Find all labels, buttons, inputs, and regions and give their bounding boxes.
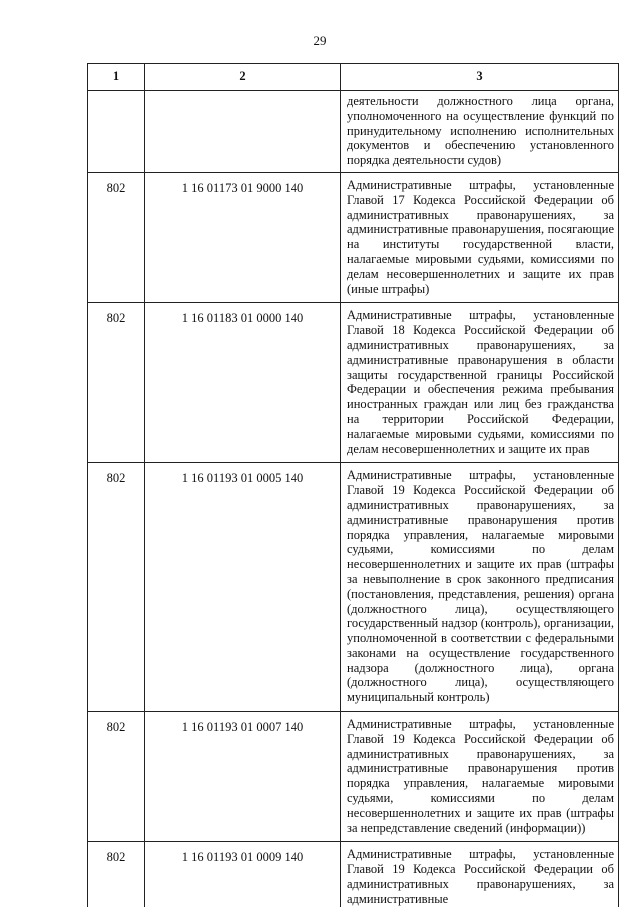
budget-codes-table xyxy=(87,63,619,907)
description-cell: Административные штрафы, установленные Главой 19 Кодекса Российской Федерации об административных правонарушениях, за административные правонарушения против порядка управления, налагаемые мировыми судьями, комиссиями по делам несовершеннолетних и защите их прав (штрафы за невыполнение в срок законного предписания (постановления, представления, решения) органа (должностного лица), осуществляющего государственный надзор (контроль), организации, уполномоченной в соответствии с федеральными законами на осуществление государственного надзора (должностного лица), органа (должностного лица), осуществляющего муниципальный контроль) xyxy=(341,463,619,712)
admin-code-cell: 802 xyxy=(88,172,145,302)
header-row xyxy=(88,64,619,91)
table-row xyxy=(88,172,619,302)
table-row xyxy=(88,303,619,463)
budget-code-cell xyxy=(145,91,341,173)
column-header-3: 3 xyxy=(341,64,619,91)
budget-code-cell: 1 16 01183 01 0000 140 xyxy=(145,303,341,463)
admin-code-cell: 802 xyxy=(88,463,145,712)
table-row xyxy=(88,712,619,842)
table-header xyxy=(88,64,619,91)
admin-code-cell: 802 xyxy=(88,842,145,907)
column-header-1: 1 xyxy=(88,64,145,91)
table-row xyxy=(88,463,619,712)
budget-code-cell: 1 16 01193 01 0005 140 xyxy=(145,463,341,712)
description-cell: Административные штрафы, установленные Главой 18 Кодекса Российской Федерации об административных правонарушениях, за административные правонарушения в области защиты государственной границы Российской Федерации и обеспечения режима пребывания иностранных граждан или лиц без гражданства на территории Российской Федерации, налагаемые мировыми судьями, комиссиями по делам несовершеннолетних и защите их прав xyxy=(341,303,619,463)
admin-code-cell: 802 xyxy=(88,303,145,463)
admin-code-cell: 802 xyxy=(88,712,145,842)
description-cell: деятельности должностного лица органа, уполномоченного на осуществление функций по принудительному исполнению исполнительных документов и обеспечению установленного порядка деятельности судов) xyxy=(341,91,619,173)
page-number: 29 xyxy=(313,33,327,48)
column-header-2: 2 xyxy=(145,64,341,91)
description-cell: Административные штрафы, установленные Главой 19 Кодекса Российской Федерации об административных правонарушениях, за административные правонарушения против порядка управления, налагаемые мировыми судьями, комиссиями по делам несовершеннолетних и защите их прав (штрафы за непредставление сведений (информации)) xyxy=(341,712,619,842)
table-row xyxy=(88,842,619,907)
table-row xyxy=(88,91,619,173)
budget-code-cell: 1 16 01193 01 0007 140 xyxy=(145,712,341,842)
budget-code-cell: 1 16 01173 01 9000 140 xyxy=(145,172,341,302)
admin-code-cell xyxy=(88,91,145,173)
description-cell: Административные штрафы, установленные Главой 17 Кодекса Российской Федерации об административных правонарушениях, за административные правонарушения, посягающие на институты государственной власти, налагаемые мировыми судьями, комиссиями по делам несовершеннолетних и защите их прав (иные штрафы) xyxy=(341,172,619,302)
description-cell: Административные штрафы, установленные Главой 19 Кодекса Российской Федерации об административных правонарушениях, за административные xyxy=(341,842,619,907)
table-body xyxy=(88,91,619,907)
budget-code-cell: 1 16 01193 01 0009 140 xyxy=(145,842,341,907)
